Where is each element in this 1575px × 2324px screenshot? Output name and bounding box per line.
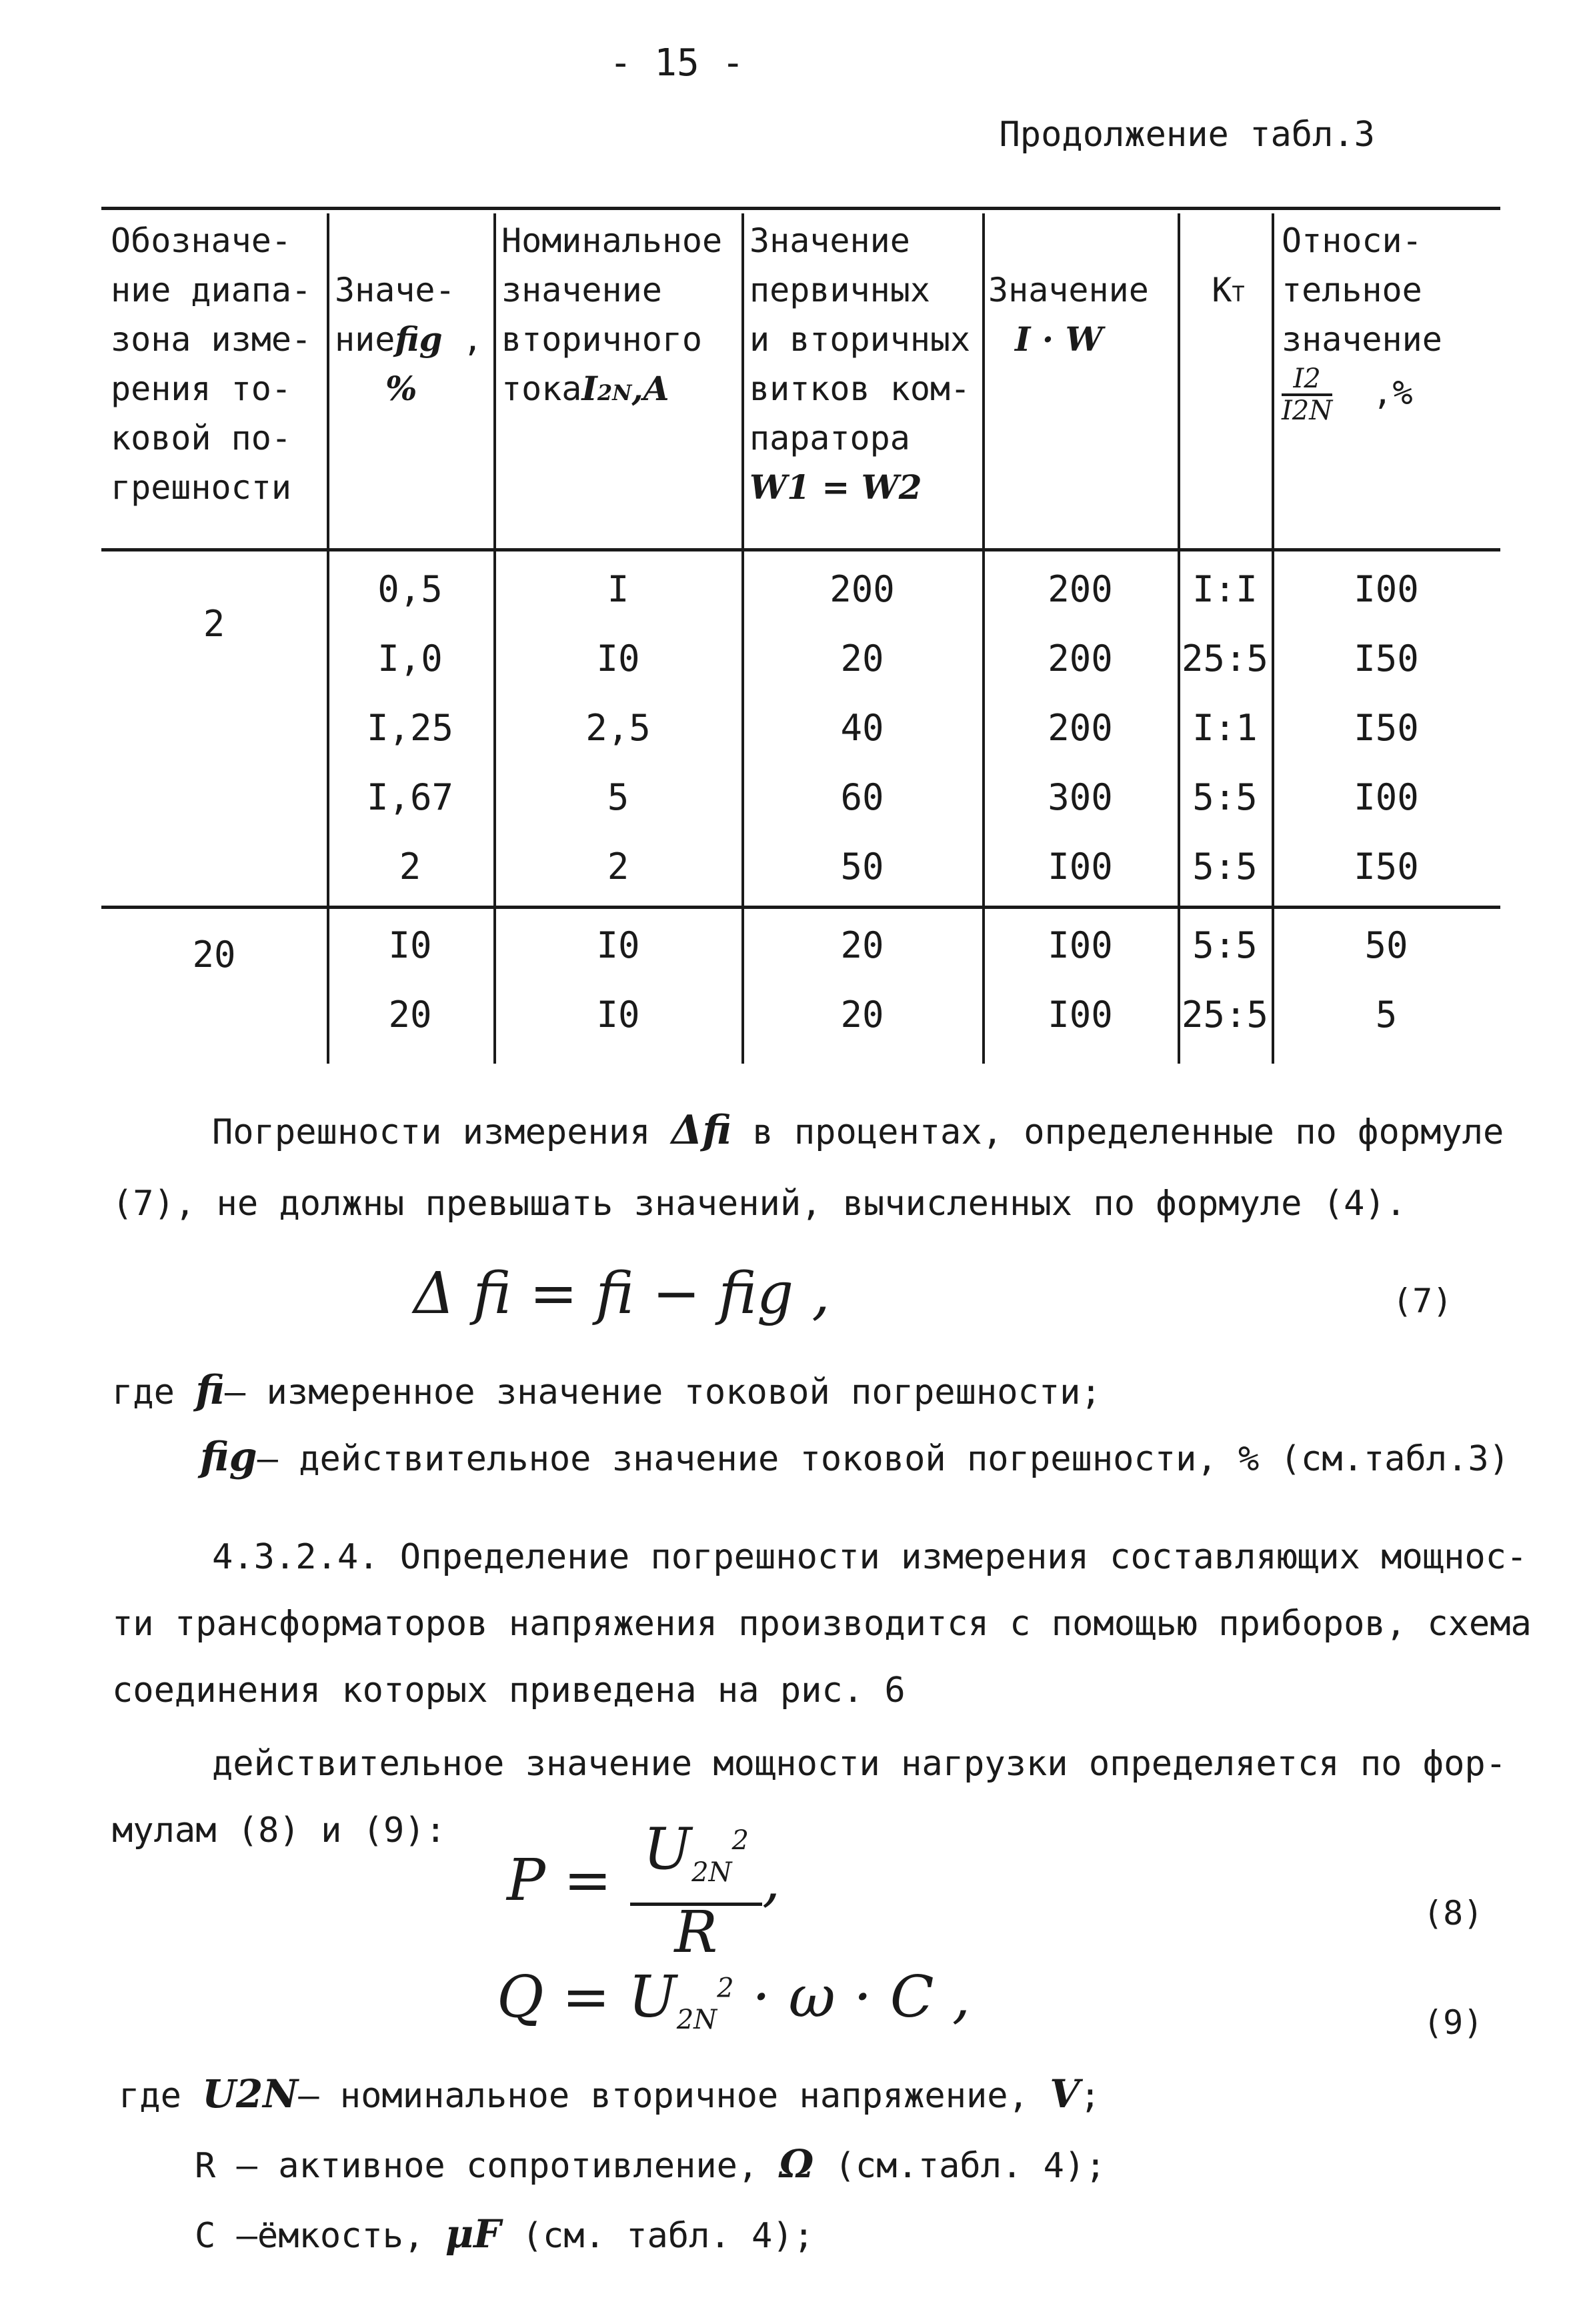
table-row (101, 694, 1500, 763)
delta-fi-symbol: Δfi (671, 1107, 731, 1154)
cell-fig: I,67 (366, 776, 454, 818)
where-u2n: где U2N– номинальное вторичное напряжение, V; (119, 2071, 1101, 2117)
cell-kt: 25:5 (1181, 994, 1269, 1036)
cell-w: 20 (840, 638, 884, 680)
paragraph-2-line-1: 4.3.2.4. Определение погрешности измерения составляющих мощнос- (212, 1537, 1528, 1577)
table-row (101, 832, 1500, 902)
cell-iw: 200 (1048, 568, 1113, 610)
table-row (101, 763, 1500, 832)
cell-i2n: 5 (607, 776, 629, 818)
cell-fig: 20 (388, 994, 432, 1036)
cell-fig: 0,5 (377, 568, 443, 610)
data-table (101, 207, 1500, 1064)
equation-8-number: (8) (1423, 1894, 1484, 1933)
cell-i2n: I0 (596, 924, 640, 966)
cell-w: 60 (840, 776, 884, 818)
equation-9: $Q = U_{2N}^2 \cdot \omega \cdot C$ , (497, 1964, 971, 2036)
cell-kt: 5:5 (1192, 846, 1258, 888)
header-kt: KT (1212, 271, 1245, 309)
cell-w: 200 (830, 568, 895, 610)
cell-rel: I50 (1354, 846, 1419, 888)
cell-rel: I50 (1354, 707, 1419, 749)
paragraph-1-line-1: Погрешности измерения Δfi в процентах, определенные по формуле (212, 1107, 1504, 1154)
where-fig: fig– действительное значение токовой погрешности, % (см.табл.3) (200, 1434, 1510, 1480)
paragraph-3-line-1: действительное значение мощности нагрузки определяется по фор- (212, 1744, 1507, 1784)
paragraph-1-line-2: (7), не должны превышать значений, вычисленных по формуле (4). (112, 1184, 1407, 1224)
cell-w: 40 (840, 707, 884, 749)
header-i2n: Номинальное значение вторичного токаI2N,A (501, 221, 723, 408)
cell-fig: I,0 (377, 638, 443, 680)
where-c: C –ёмкость, μF (см. табл. 4); (195, 2211, 814, 2257)
header-range: Обозначе- ние диапа- зона изме- рения то- ковой по- грешности (111, 221, 312, 507)
cell-rel: I00 (1354, 776, 1419, 818)
equation-7: Δ fi = fi − fig , (413, 1260, 830, 1327)
cell-i2n: 2 (607, 846, 629, 888)
cell-fig: I,25 (366, 707, 454, 749)
cell-w: 20 (840, 924, 884, 966)
cell-iw: I00 (1048, 924, 1113, 966)
equation-8: P = $\frac{U_{2N}^2}{R}$ , (507, 1811, 780, 1959)
equation-9-number: (9) (1423, 2003, 1484, 2042)
cell-iw: 200 (1048, 707, 1113, 749)
cell-kt: 25:5 (1181, 638, 1269, 680)
cell-i2n: 2,5 (585, 707, 651, 749)
cell-kt: I:1 (1192, 707, 1258, 749)
cell-kt: 5:5 (1192, 924, 1258, 966)
range-cell: 2 (203, 603, 225, 645)
cell-iw: I00 (1048, 994, 1113, 1036)
cell-rel: I00 (1354, 568, 1419, 610)
table-continuation-caption: Продолжение табл.3 (999, 115, 1375, 155)
table-row (101, 555, 1500, 624)
cell-i2n: I (607, 568, 629, 610)
header-iw: Значение I · W (988, 271, 1149, 359)
header-turns: Значение первичных и вторичных витков ком- паратора W1 = W2 (749, 221, 971, 507)
paragraph-2-line-2: ти трансформаторов напряжения производится с помощью приборов, схема (112, 1604, 1532, 1644)
paragraph-3-line-2: мулам (8) и (9): (112, 1811, 446, 1851)
where-fi: где fi– измеренное значение токовой погрешности; (112, 1367, 1102, 1414)
cell-w: 20 (840, 994, 884, 1036)
cell-w: 50 (840, 846, 884, 888)
cell-i2n: I0 (596, 994, 640, 1036)
where-r: R – активное сопротивление, Ω (см.табл. 4); (195, 2141, 1106, 2187)
cell-iw: 200 (1048, 638, 1113, 680)
cell-rel: 50 (1364, 924, 1408, 966)
header-relative: Относи- тельное значение $\frac{I2}{I2N}$ ,% (1282, 221, 1442, 426)
page-number: - 15 - (609, 41, 745, 85)
cell-rel: 5 (1375, 994, 1398, 1036)
table-row (101, 624, 1500, 694)
table-row (101, 911, 1500, 980)
cell-fig: 2 (399, 846, 421, 888)
cell-iw: I00 (1048, 846, 1113, 888)
equation-8-fraction: $\frac{U_{2N}^2}{R}$ (630, 1811, 762, 1959)
cell-fig: I0 (388, 924, 432, 966)
table-row (101, 980, 1500, 1050)
cell-kt: I:I (1192, 568, 1258, 610)
range-cell: 20 (192, 934, 236, 976)
cell-i2n: I0 (596, 638, 640, 680)
group-rule (101, 906, 1500, 909)
cell-iw: 300 (1048, 776, 1113, 818)
cell-rel: I50 (1354, 638, 1419, 680)
header-fig: Значе- ниеfig , % (335, 271, 483, 408)
relative-fraction: $\frac{I2}{I2N}$ (1282, 363, 1333, 426)
header-rule (101, 548, 1500, 551)
cell-kt: 5:5 (1192, 776, 1258, 818)
equation-7-number: (7) (1392, 1282, 1453, 1320)
paragraph-2-line-3: соединения которых приведена на рис. 6 (112, 1670, 906, 1710)
